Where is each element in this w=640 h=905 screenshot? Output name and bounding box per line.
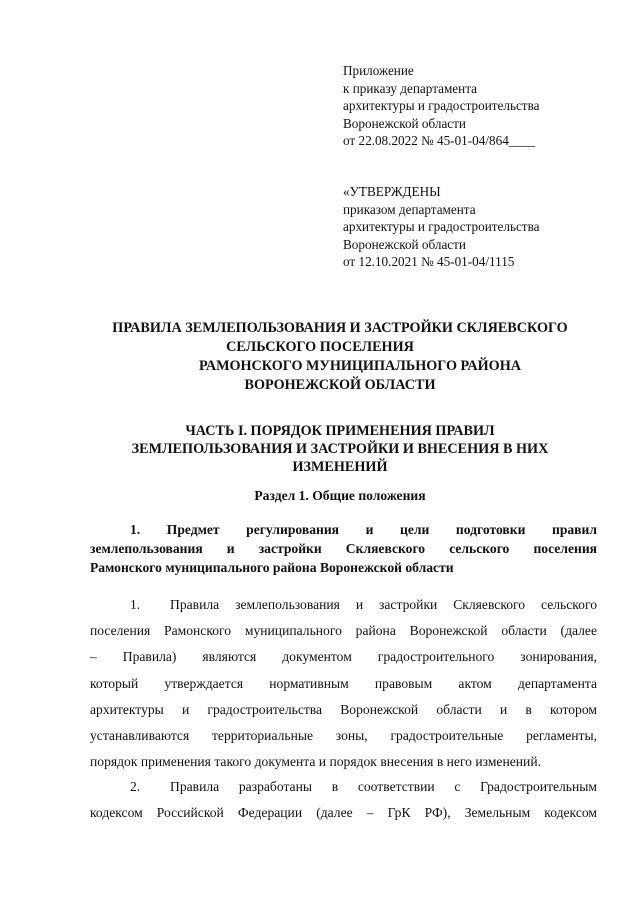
appendix-line: Приложение <box>343 63 414 78</box>
approved-line: «УТВЕРЖДЕНЫ <box>343 184 441 199</box>
approved-line: приказом департамента <box>343 201 476 217</box>
paragraph-line <box>90 774 597 800</box>
paragraph-line: который утверждается нормативным правовым актом департамента <box>90 675 597 691</box>
paragraph-1 <box>90 592 597 775</box>
title-line: ВОРОНЕЖСКОЙ ОБЛАСТИ <box>244 377 436 393</box>
paragraph-line: – Правила) являются документом градостроительного зонирования, <box>90 649 597 665</box>
paragraph-2 <box>90 774 597 826</box>
section-heading: Раздел 1. Общие положения <box>254 488 426 503</box>
article-line: Рамонского муниципального района Воронежской области <box>90 560 454 575</box>
paragraph-number: 2. <box>130 779 141 794</box>
part-line: ИЗМЕНЕНИЙ <box>292 459 388 475</box>
article-line: 1. Предмет регулирования и цели подготовки правил <box>130 522 597 537</box>
paragraph-text: Правила разработаны в соответствии с Градостроительным <box>170 779 597 794</box>
paragraph-line <box>90 592 597 618</box>
paragraph-line: кодексом Российской Федерации (далее – ГрК РФ), Земельным кодексом <box>90 805 597 821</box>
title-line: РАМОНСКОГО МУНИЦИПАЛЬНОГО РАЙОНА <box>199 358 521 374</box>
title-line: СЕЛЬСКОГО ПОСЕЛЕНИЯ <box>226 339 414 355</box>
part-line: ЧАСТЬ I. ПОРЯДОК ПРИМЕНЕНИЯ ПРАВИЛ <box>185 423 495 439</box>
part-line: ЗЕМЛЕПОЛЬЗОВАНИЯ И ЗАСТРОЙКИ И ВНЕСЕНИЯ В НИХ <box>131 441 549 457</box>
paragraph-text: Правила землепользования и застройки Скляевского сельского <box>170 597 597 612</box>
article-line: землепользования и застройки Скляевского сельского поселения <box>90 541 597 556</box>
paragraph-number: 1. <box>130 597 141 612</box>
title-line: ПРАВИЛА ЗЕМЛЕПОЛЬЗОВАНИЯ И ЗАСТРОЙКИ СКЛЯЕВСКОГО <box>112 320 568 336</box>
approved-line: Воронежской области <box>343 236 466 252</box>
approved-line: архитектуры и градостроительства <box>343 219 540 235</box>
document-title <box>60 319 620 395</box>
appendix-line: к приказу департамента <box>343 80 477 96</box>
paragraph-line: порядок применения такого документа и порядок внесения в него изменений. <box>90 754 541 770</box>
paragraph-line: устанавливаются территориальные зоны, градостроительные регламенты, <box>90 728 597 744</box>
article-heading <box>90 520 597 577</box>
appendix-order-line: от 22.08.2022 № 45-01-04/864____ <box>343 133 536 149</box>
appendix-line: архитектуры и градостроительства <box>343 98 540 114</box>
part-heading <box>80 422 600 476</box>
appendix-line: Воронежской области <box>343 115 466 131</box>
paragraph-line: поселения Рамонского муниципального района Воронежской области (далее <box>90 623 597 639</box>
approved-block <box>343 183 539 271</box>
paragraph-line: архитектуры и градостроительства Воронежской области и в котором <box>90 701 597 717</box>
appendix-block <box>343 62 539 150</box>
approved-order-line: от 12.10.2021 № 45-01-04/1115 <box>343 254 515 270</box>
